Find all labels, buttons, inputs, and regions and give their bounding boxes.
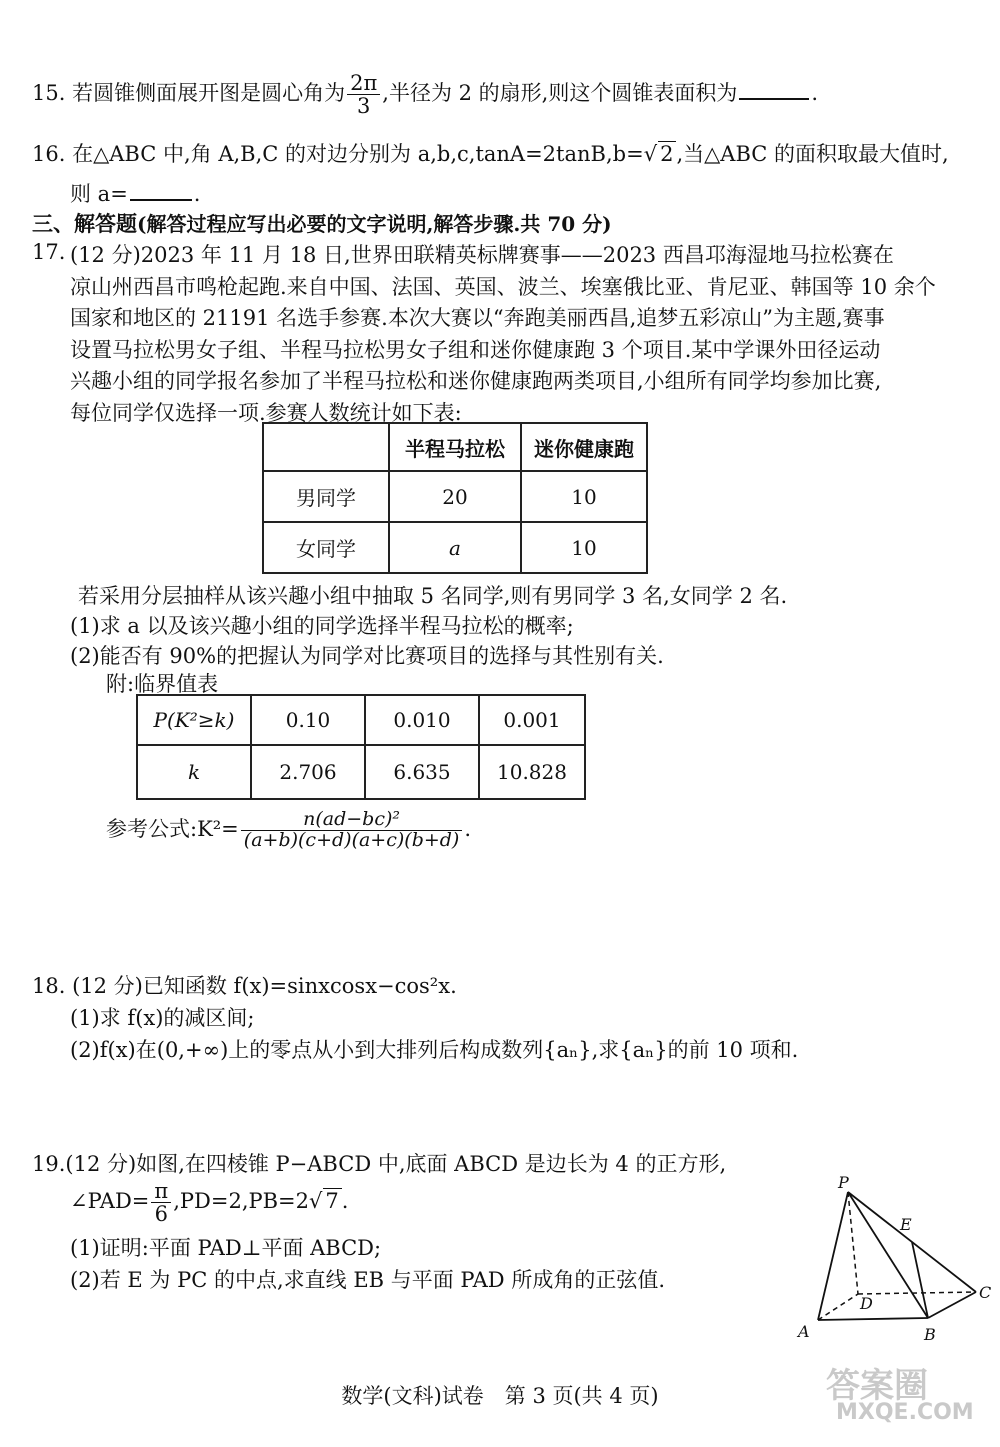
q17-line: (12 分)2023 年 11 月 18 日,世界田联精英标牌赛事——2023 西昌邛海湿地马拉松赛在 <box>70 243 894 267</box>
table-cell: 10.828 <box>479 745 585 799</box>
q19-fraction <box>151 1180 171 1225</box>
question-15 <box>32 72 818 117</box>
watermark-cn: 答案圈 <box>826 1366 928 1406</box>
table-cell: 10 <box>521 522 647 573</box>
table-row <box>137 745 585 799</box>
q15-frac-den: 3 <box>356 94 371 119</box>
q19-line2-end: . <box>341 1189 349 1214</box>
formula-label: 参考公式:K²= <box>106 816 239 841</box>
table-cell: 0.010 <box>365 695 479 745</box>
table-row <box>263 522 647 573</box>
q16-end: . <box>193 182 201 206</box>
label-D: D <box>860 1294 873 1313</box>
q16-sqrt-value: 2 <box>658 141 676 166</box>
label-B: B <box>924 1325 936 1344</box>
q18-line1: (12 分)已知函数 f(x)=sinxcosx−cos²x. <box>72 974 457 998</box>
q17-sub2: (2)能否有 90%的把握认为同学对比赛项目的选择与其性别有关. <box>70 644 664 668</box>
question-16 <box>32 138 949 168</box>
label-A: A <box>798 1322 810 1341</box>
table-cell: 6.635 <box>365 745 479 799</box>
q19-sqrt-value: 7 <box>323 1188 341 1213</box>
q17-line: 每位同学仅选择一项.参赛人数统计如下表: <box>70 400 462 425</box>
section-3-note: (解答过程应写出必要的文字说明,解答步骤.共 70 分) <box>137 212 612 236</box>
q17-after-table: 若采用分层抽样从该兴趣小组中抽取 5 名同学,则有男同学 3 名,女同学 2 名. <box>78 584 788 608</box>
q19-sub2: (2)若 E 为 PC 的中点,求直线 EB 与平面 PAD 所成角的正弦值. <box>70 1268 665 1292</box>
formula-denominator: (a+b)(c+d)(a+c)(b+d) <box>243 828 460 851</box>
table-header-cell: 迷你健康跑 <box>521 423 647 471</box>
q16-line1-b: ,当△ABC 的面积取最大值时, <box>676 142 949 166</box>
edge-AB <box>818 1318 928 1320</box>
q19-line2-b: ,PD=2,PB=2 <box>173 1189 310 1214</box>
q17-formula <box>106 810 471 851</box>
q19-line1: (12 分)如图,在四棱锥 P−ABCD 中,底面 ABCD 是边长为 4 的正方形, <box>65 1152 727 1176</box>
q19-line2-a: ∠PAD= <box>70 1189 150 1214</box>
label-C: C <box>979 1283 992 1302</box>
q17-appendix-title: 附:临界值表 <box>106 672 219 696</box>
label-E: E <box>900 1215 912 1234</box>
q15-fraction <box>347 72 380 117</box>
q17-line: 兴趣小组的同学报名参加了半程马拉松和迷你健康跑两类项目,小组所有同学均参加比赛, <box>70 369 882 393</box>
q19-frac-num: π <box>151 1180 171 1203</box>
q15-number: 15. <box>32 81 66 106</box>
q17-line: 凉山州西昌市鸣枪起跑.来自中国、法国、英国、波兰、埃塞俄比亚、肯尼亚、韩国等 10 余个 <box>70 274 936 299</box>
table-cell: P(K²≥k) <box>137 695 251 745</box>
formula-fraction <box>241 810 463 851</box>
table-cell: k <box>137 745 251 799</box>
formula-numerator: n(ad−bc)² <box>241 810 463 831</box>
question-19 <box>32 1148 726 1178</box>
table-cell: 20 <box>389 471 521 522</box>
section-3-title: 三、解答题 <box>32 211 137 236</box>
q19-line2 <box>70 1180 348 1225</box>
q18-number: 18. <box>32 974 66 998</box>
q19-frac-den: 6 <box>154 1202 168 1227</box>
table-row <box>263 471 647 522</box>
q16-line2: 则 a= <box>70 182 128 206</box>
question-18 <box>32 970 457 1000</box>
q17-number: 17. <box>32 240 66 264</box>
q19-sub1: (1)证明:平面 PAD⊥平面 ABCD; <box>70 1236 382 1260</box>
watermark-en: MXQE.COM <box>836 1400 974 1425</box>
table-cell: 2.706 <box>251 745 365 799</box>
q15-text-a: 若圆锥侧面展开图是圆心角为 <box>72 81 346 106</box>
q15-text-b: ,半径为 2 的扇形,则这个圆锥表面积为 <box>382 81 738 106</box>
edge-BC <box>928 1292 976 1318</box>
critical-value-table <box>136 694 586 800</box>
q18-sub2: (2)f(x)在(0,+∞)上的零点从小到大排列后构成数列{aₙ},求{aₙ}的前 10 项和. <box>70 1038 799 1062</box>
table-cell: 男同学 <box>263 471 389 522</box>
q17-paragraph <box>70 240 936 429</box>
page-footer: 数学(文科)试卷 第 3 页(共 4 页) <box>341 1384 659 1408</box>
q17-sub1: (1)求 a 以及该兴趣小组的同学选择半程马拉松的概率; <box>70 614 574 638</box>
table-cell: 0.001 <box>479 695 585 745</box>
q17-line: 设置马拉松男女子组、半程马拉松男女子组和迷你健康跑 3 个项目.某中学课外田径运动 <box>70 337 881 362</box>
table-row <box>137 695 585 745</box>
participation-table <box>262 422 648 574</box>
table-header-cell <box>263 423 389 471</box>
q17-line: 国家和地区的 21191 名选手参赛.本次大赛以“奔跑美丽西昌,追梦五彩凉山”为主题,赛事 <box>70 306 885 330</box>
q18-sub1: (1)求 f(x)的减区间; <box>70 1006 255 1030</box>
q16-line1-a: 在△ABC 中,角 A,B,C 的对边分别为 a,b,c,tanA=2tanB,b= <box>72 142 644 166</box>
edge-PA <box>818 1192 848 1320</box>
formula-end: . <box>464 816 472 841</box>
table-cell: 女同学 <box>263 522 389 573</box>
edge-PD <box>848 1192 858 1294</box>
section-3-header <box>32 208 612 238</box>
q15-frac-num: 2π <box>347 72 380 95</box>
q16-number: 16. <box>32 142 66 166</box>
table-cell: 10 <box>521 471 647 522</box>
edge-DC <box>858 1292 976 1294</box>
q15-end: . <box>811 81 819 106</box>
table-cell: 0.10 <box>251 695 365 745</box>
q15-answer-blank <box>739 97 809 100</box>
q16-sqrt-sign: √ <box>643 142 658 166</box>
question-16-line2 <box>70 178 200 208</box>
table-header-cell: 半程马拉松 <box>389 423 521 471</box>
q19-number: 19. <box>32 1152 66 1176</box>
pyramid-figure <box>790 1170 995 1355</box>
q16-answer-blank <box>130 198 192 201</box>
table-cell: a <box>389 522 521 573</box>
label-P: P <box>838 1173 849 1192</box>
q19-sqrt-sign: √ <box>309 1189 323 1214</box>
